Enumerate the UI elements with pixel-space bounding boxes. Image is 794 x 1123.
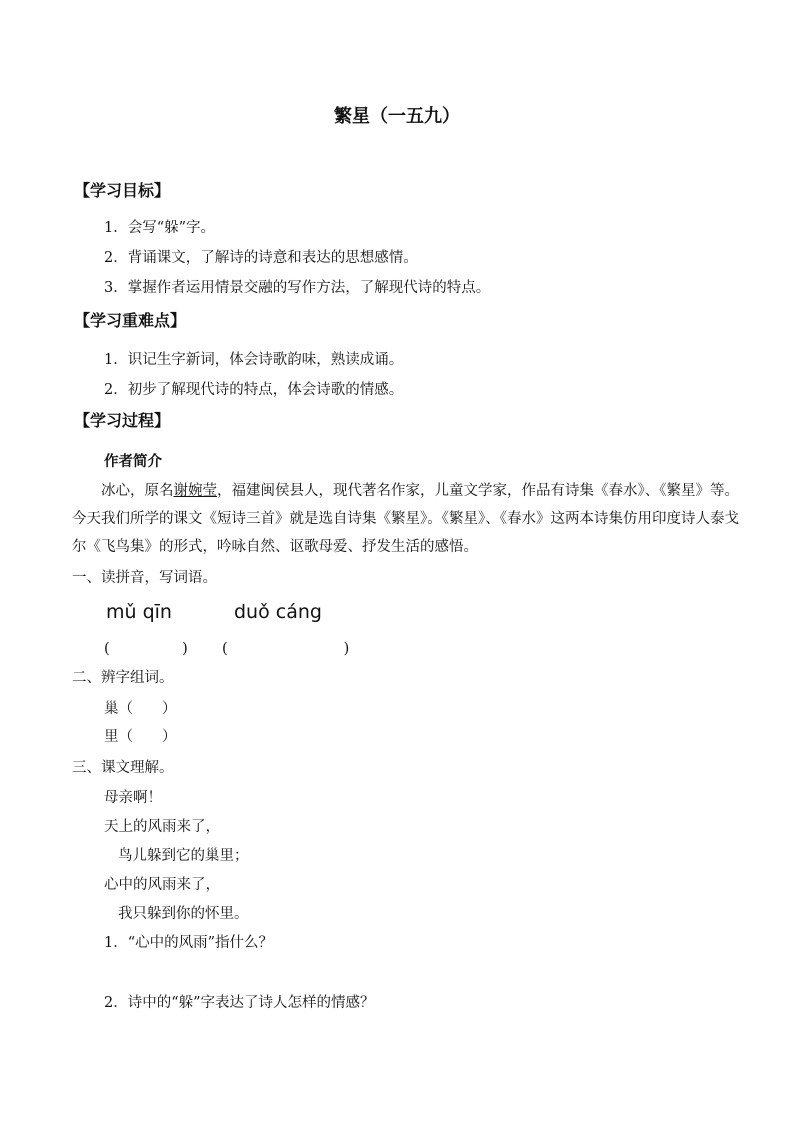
poem-line: 天上的风雨来了， — [104, 819, 220, 835]
goal-item: 1．会写“躲”字。 — [104, 220, 216, 236]
poem-line: 母亲啊！ — [104, 790, 162, 806]
word-building-item: 里（ ） — [104, 729, 177, 745]
word-building-item: 巢（ ） — [104, 701, 177, 717]
poem-line: 我只躲到你的怀里。 — [118, 906, 249, 922]
answer-blank: ( ) — [104, 641, 188, 657]
answer-blank: ( ) — [222, 641, 350, 657]
author-heading: 作者简介 — [104, 453, 162, 470]
author-real-name: 谢婉莹 — [173, 483, 217, 499]
q1-heading: 一、读拼音，写词语。 — [72, 570, 217, 586]
author-intro — [72, 477, 742, 561]
poem-line: 心中的风雨来了， — [104, 877, 220, 893]
q2-heading: 二、辨字组词。 — [72, 670, 174, 686]
key-point-item: 2．初步了解现代诗的特点，体会诗歌的情感。 — [104, 382, 404, 398]
goals-heading: 【学习目标】 — [74, 181, 171, 200]
key-points-heading: 【学习重难点】 — [74, 311, 187, 330]
poem-line: 鸟儿躲到它的巢里； — [118, 848, 249, 864]
author-intro-text: ，福建闽侯县人，现代著名作家，儿童文学家，作品有诗集《春水》、《繁星》等。今天我们所学的课文《短诗三首》就是选自诗集《繁星》。《繁星》、《春水》这两本诗集仿用印度诗人泰戈尔《飞鸟集》的形式，吟咏自然、讴歌母爱、抒发生活的感悟。 — [72, 483, 739, 555]
q3-heading: 三、课文理解。 — [72, 760, 174, 776]
author-intro-text: 冰心，原名 — [101, 483, 174, 499]
comprehension-question: 2．诗中的“躲”字表达了诗人怎样的情感？ — [104, 995, 375, 1011]
process-heading: 【学习过程】 — [74, 411, 171, 430]
comprehension-question: 1．“心中的风雨”指什么？ — [104, 935, 274, 951]
pinyin-word: duǒ cáng — [234, 601, 322, 623]
page-title: 繁星（一五九） — [334, 106, 460, 127]
key-point-item: 1．识记生字新词，体会诗歌韵味，熟读成诵。 — [104, 352, 404, 368]
goal-item: 3．掌握作者运用情景交融的写作方法，了解现代诗的特点。 — [104, 280, 491, 296]
goal-item: 2．背诵课文，了解诗的诗意和表达的思想感情。 — [104, 250, 418, 266]
pinyin-word: mǔ qīn — [106, 601, 172, 623]
